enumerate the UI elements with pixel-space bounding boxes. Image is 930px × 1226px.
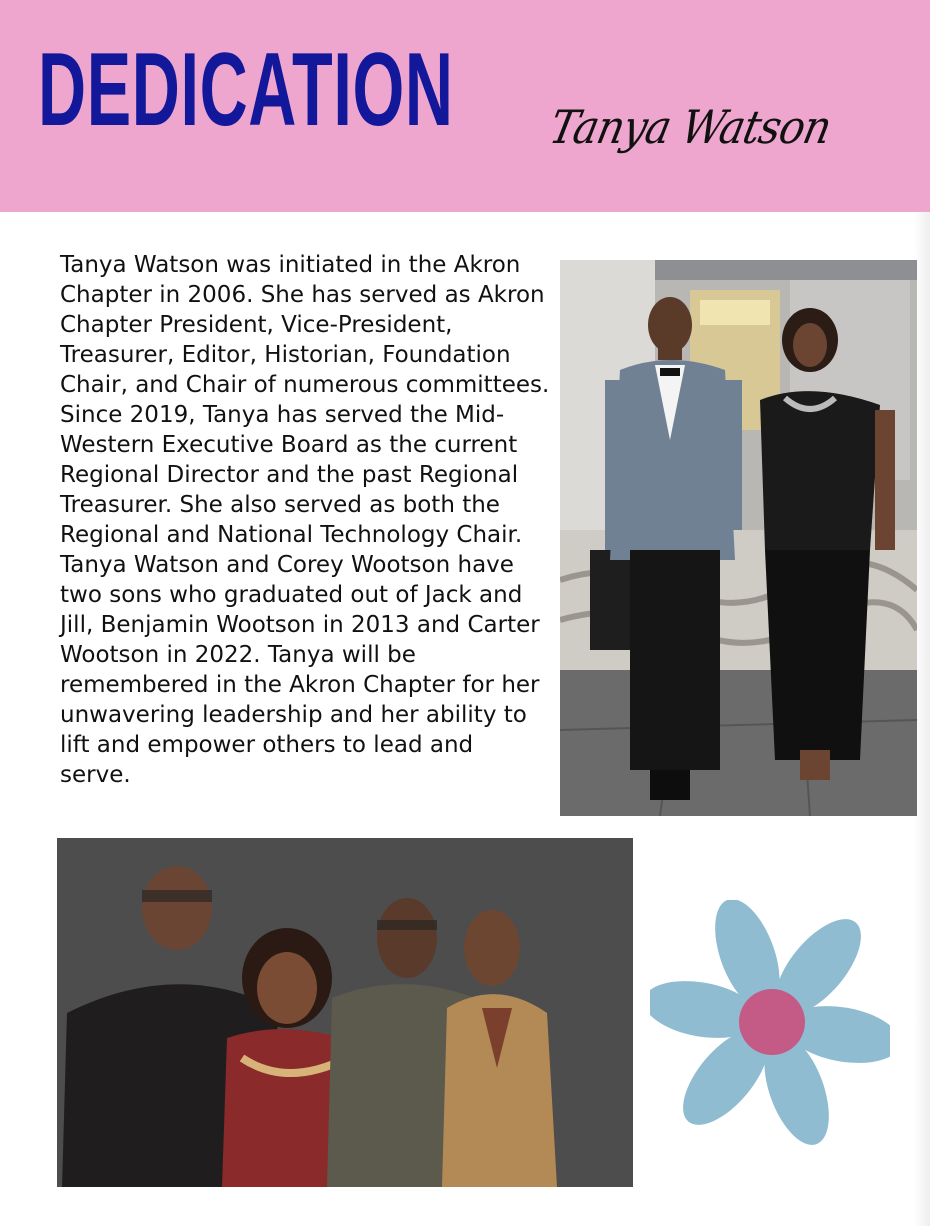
family-photo xyxy=(57,838,633,1187)
signature: Tanya Watson xyxy=(545,100,836,154)
flower-icon xyxy=(650,900,890,1145)
bio-text xyxy=(60,250,550,790)
page-title: DEDICATION xyxy=(38,32,454,148)
bio-paragraph-2: Since 2019, Tanya has served the Mid-Western Executive Board as the current Regional Director and the past Regional Treasurer. She also served as both the Regional and National Technology Chair. Tanya Watson and Corey Wootson have two sons who graduated out of Jack and Jill, Benjamin Wootson in 2013 and Carter Wootson in 2022. Tanya will be remembered in the Akron Chapter for her unwavering leadership and her ability to lift and empower others to lead and serve. xyxy=(60,402,540,788)
couple-event-illustration xyxy=(560,260,917,816)
family-illustration xyxy=(57,838,633,1187)
couple-event-photo xyxy=(560,260,917,816)
bio-paragraph-1: Tanya Watson was initiated in the Akron Chapter in 2006. She has served as Akron Chapter President, Vice-President, Treasurer, Editor, Historian, Foundation Chair, and Chair of numerous committees. xyxy=(60,252,550,398)
